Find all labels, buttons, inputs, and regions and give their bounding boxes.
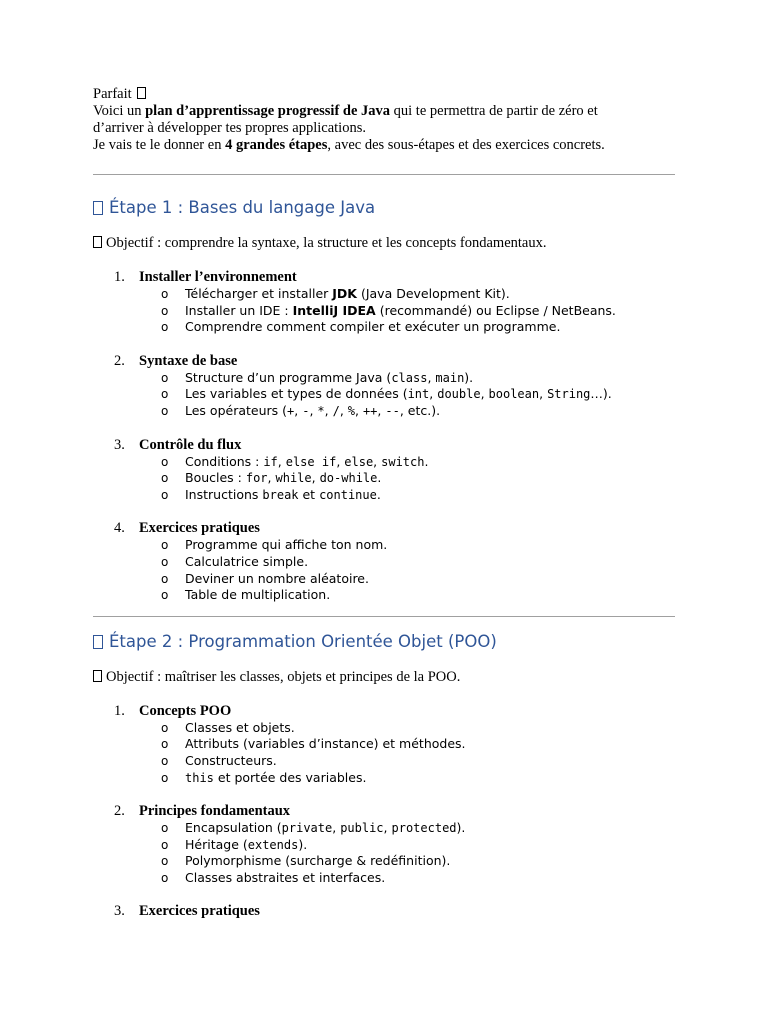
code-term: double xyxy=(437,387,481,402)
code-term: switch xyxy=(381,454,425,469)
code-term: for xyxy=(245,471,268,486)
bullet-marker: o xyxy=(161,753,169,768)
code-term: int xyxy=(407,387,430,402)
divider xyxy=(93,174,675,175)
step-title: Exercices pratiques xyxy=(139,520,260,537)
intro-paragraph xyxy=(93,86,675,154)
bullet-marker: o xyxy=(161,487,169,502)
bullet-marker: o xyxy=(161,454,169,469)
code-term: boolean xyxy=(488,387,540,402)
sub-list-item: o Boucles : for, while, do-while. xyxy=(161,470,382,486)
stage-2-steps xyxy=(93,703,675,921)
code-term: / xyxy=(332,403,340,418)
intro-bold-plan: plan d’apprentissage progressif de Java xyxy=(145,103,391,119)
sub-list-item: o Calculatrice simple. xyxy=(161,553,309,569)
sub-list-item: o Deviner un nombre aléatoire. xyxy=(161,570,369,586)
sub-list xyxy=(93,454,675,504)
bullet-marker: o xyxy=(161,720,169,735)
sub-list-item: o Classes abstraites et interfaces. xyxy=(161,869,386,885)
code-term: protected xyxy=(391,821,457,836)
bold-term: JDK xyxy=(332,286,357,301)
step-number: 2. xyxy=(114,352,125,369)
missing-emoji-icon xyxy=(137,87,146,99)
step-number: 1. xyxy=(114,269,125,285)
code-term: class xyxy=(391,370,428,385)
step-number: 3. xyxy=(114,903,125,920)
bullet-marker: o xyxy=(161,854,169,869)
code-term: * xyxy=(317,403,325,418)
code-term: private xyxy=(281,821,333,836)
document-page xyxy=(93,86,675,920)
intro-line-3: d’arriver à développer tes propres applications. xyxy=(93,120,366,136)
step-item xyxy=(93,520,675,603)
step-title: Syntaxe de base xyxy=(139,352,238,369)
stage-2-objective xyxy=(93,669,675,686)
step-number: 4. xyxy=(114,520,125,537)
stage-2-heading-text: Étape 2 : Programmation Orientée Objet (POO) xyxy=(109,631,497,651)
code-term: -- xyxy=(385,403,400,418)
code-term: main xyxy=(435,370,465,385)
bullet-marker: o xyxy=(161,370,169,385)
step-item xyxy=(93,269,675,336)
intro-text: Voici un xyxy=(93,103,146,119)
code-term: - xyxy=(302,403,310,418)
step-number: 2. xyxy=(114,803,125,820)
bullet-marker: o xyxy=(161,471,169,486)
code-term: do-while xyxy=(319,471,378,486)
step-item xyxy=(93,353,675,420)
intro-line-1 xyxy=(93,86,675,103)
sub-list xyxy=(93,820,675,886)
step-item xyxy=(93,703,675,786)
bullet-marker: o xyxy=(161,837,169,852)
code-term: + xyxy=(287,403,295,418)
bullet-marker: o xyxy=(161,387,169,402)
sub-list-item: o Classes et objets. xyxy=(161,719,295,735)
stage-1-heading-text: Étape 1 : Bases du langage Java xyxy=(109,198,376,217)
intro-parfait: Parfait xyxy=(93,86,132,102)
sub-list-item: o Conditions : if, else if, else, switch. xyxy=(161,453,429,469)
sub-list-item: o Programme qui affiche ton nom. xyxy=(161,537,388,553)
step-title: Installer l’environnement xyxy=(139,269,297,285)
step-item xyxy=(93,903,675,920)
step-title: Principes fondamentaux xyxy=(139,803,291,820)
code-term: continue xyxy=(319,487,377,502)
missing-emoji-icon xyxy=(93,635,103,649)
bullet-marker: o xyxy=(161,737,169,752)
bullet-marker: o xyxy=(161,554,169,569)
intro-text: Je vais te le donner en xyxy=(93,137,226,153)
sub-list-item: o Télécharger et installer JDK (Java Development Kit). xyxy=(161,286,510,301)
sub-list-item: o Les variables et types de données (int, double, boolean, String…). xyxy=(161,386,612,402)
sub-list-item: o Polymorphisme (surcharge & redéfinition). xyxy=(161,853,451,869)
step-title: Exercices pratiques xyxy=(139,903,260,920)
sub-list-item: o Attributs (variables d’instance) et méthodes. xyxy=(161,736,466,752)
stage-2-heading xyxy=(93,632,675,652)
bullet-marker: o xyxy=(161,870,169,885)
code-term: else if xyxy=(285,454,337,469)
sub-list xyxy=(93,720,675,786)
code-term: break xyxy=(262,487,299,502)
step-item xyxy=(93,437,675,504)
stage-1-objective xyxy=(93,235,675,252)
bullet-marker: o xyxy=(161,320,169,335)
bullet-marker: o xyxy=(161,821,169,836)
step-number: 1. xyxy=(114,702,125,719)
step-title: Concepts POO xyxy=(139,702,232,719)
stage-1-heading xyxy=(93,198,675,218)
stage-1-steps xyxy=(93,269,675,604)
sub-list-item: o Table de multiplication. xyxy=(161,587,331,603)
bullet-marker: o xyxy=(161,571,169,586)
step-number: 3. xyxy=(114,436,125,453)
intro-bold-steps: 4 grandes étapes xyxy=(225,137,328,153)
code-term: String xyxy=(547,387,591,402)
sub-list-item: o Instructions break et continue. xyxy=(161,486,381,502)
bullet-marker: o xyxy=(161,770,169,785)
code-term: else xyxy=(344,454,374,469)
step-title: Contrôle du flux xyxy=(139,436,242,453)
sub-list xyxy=(93,537,675,603)
bullet-marker: o xyxy=(161,403,169,418)
bullet-marker: o xyxy=(161,588,169,603)
sub-list xyxy=(93,370,675,420)
sub-list-item: o Structure d’un programme Java (class, main). xyxy=(161,369,474,385)
sub-list-item: o Constructeurs. xyxy=(161,752,277,768)
intro-line-4 xyxy=(93,137,675,154)
step-item xyxy=(93,803,675,886)
code-term: this xyxy=(185,770,214,785)
bullet-marker: o xyxy=(161,303,169,318)
missing-emoji-icon xyxy=(93,201,103,215)
code-term: extends xyxy=(247,837,299,852)
bullet-marker: o xyxy=(161,287,169,301)
intro-text: , avec des sous-étapes et des exercices concrets. xyxy=(327,137,605,153)
missing-emoji-icon xyxy=(93,236,102,248)
bold-term: IntelliJ IDEA xyxy=(292,302,376,318)
sub-list-item: o Installer un IDE : IntelliJ IDEA (recommandé) ou Eclipse / NetBeans. xyxy=(161,302,616,318)
bullet-marker: o xyxy=(161,538,169,553)
missing-emoji-icon xyxy=(93,670,102,682)
intro-line-2 xyxy=(93,103,675,120)
code-term: ++ xyxy=(362,403,378,418)
stage-1-objective-text: Objectif : comprendre la syntaxe, la structure et les concepts fondamentaux. xyxy=(106,235,547,251)
code-term: % xyxy=(347,403,355,418)
stage-2-objective-text: Objectif : maîtriser les classes, objets et principes de la POO. xyxy=(106,668,461,685)
intro-text: qui te permettra de partir de zéro et xyxy=(390,103,598,119)
sub-list-item: o Comprendre comment compiler et exécuter un programme. xyxy=(161,319,561,335)
sub-list-item: o Les opérateurs (+, -, *, /, %, ++, --, etc.). xyxy=(161,402,441,418)
divider xyxy=(93,616,675,617)
sub-list xyxy=(93,286,675,336)
code-term: public xyxy=(340,821,384,836)
sub-list-item: o this et portée des variables. xyxy=(161,769,367,785)
code-term: if xyxy=(263,454,278,469)
sub-list-item: o Héritage (extends). xyxy=(161,836,308,852)
code-term: while xyxy=(275,471,312,486)
sub-list-item: o Encapsulation (private, public, protected). xyxy=(161,820,466,836)
